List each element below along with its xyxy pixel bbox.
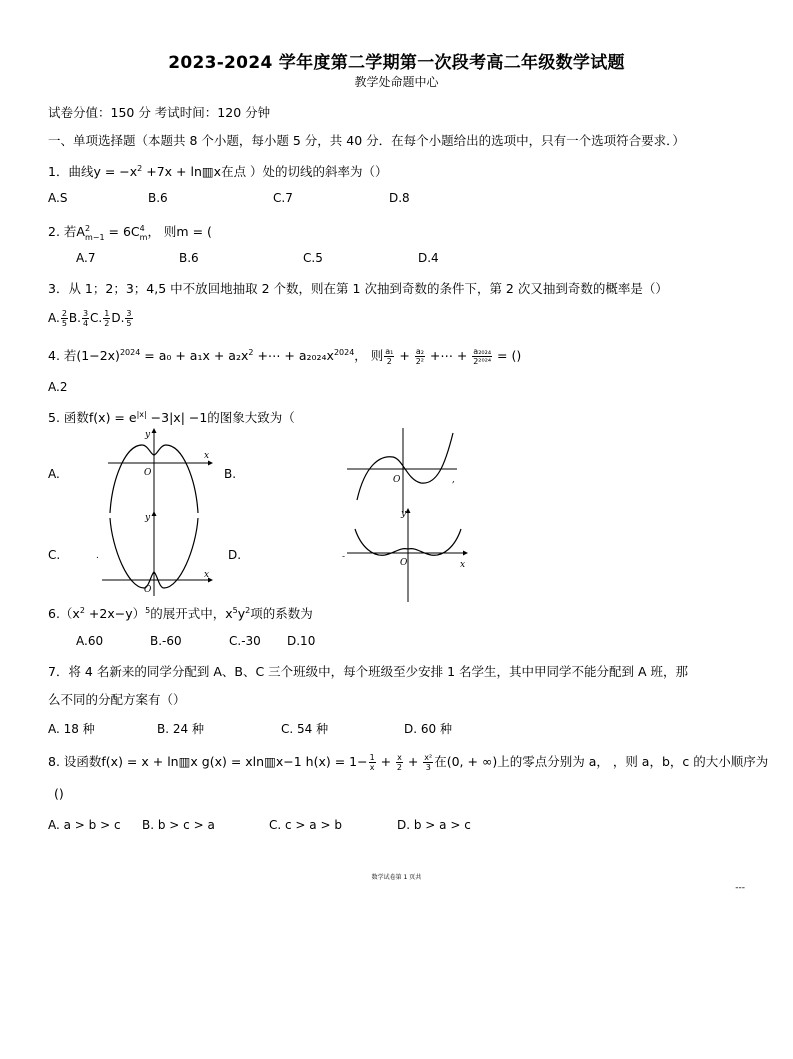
question-6: $6.(x^2 +2x-y)^5$的展开式中，$x^5y^2$项的系数为 (48, 605, 313, 621)
graph-c-y-label: y (145, 513, 151, 523)
q7-option-b[interactable]: B. 24 种 (157, 722, 204, 736)
q3-option-a[interactable]: A. $\frac{2}{5}$ (48, 309, 67, 328)
question-8-line-2: () (54, 786, 64, 801)
q7-option-d[interactable]: D. 60 种 (404, 722, 452, 736)
q6-option-b[interactable]: B.-60 (150, 634, 182, 648)
question-1 (48, 162, 388, 180)
graph-c-origin: O (144, 585, 152, 595)
q6-option-d[interactable]: D.10 (287, 634, 316, 648)
question-7-line-1: 7．将 4 名新来的同学分配到 A、B、C 三个班级中，每个班级至少安排 1 名学生，其中甲同学不能分配到 A 班，那 (48, 664, 689, 679)
graph-c-x-label: x (204, 570, 210, 580)
q8-option-b[interactable]: B. b > c > a (142, 818, 215, 832)
exam-title: 2023-2024 学年度第二学期第一次段考高二年级数学试题 (168, 53, 625, 73)
q5-option-c[interactable]: C. (48, 548, 61, 562)
q2-option-a[interactable]: A.7 (76, 251, 96, 265)
exam-info: 试卷分值：150 分 考试时间：120 分钟 (48, 105, 271, 120)
q8-option-a[interactable]: A. a > b > c (48, 818, 121, 832)
q1-option-a[interactable]: A.S (48, 191, 68, 205)
q1-text-b: +7x + ln▥x在点 ）处的切线的斜率为（） (142, 164, 388, 179)
q1-sup: 2 (137, 163, 143, 173)
q4-option-a[interactable]: A.2 (48, 380, 68, 394)
q2-sub1: m−1 (84, 232, 105, 242)
q2-sup1: 2 (84, 223, 91, 233)
graph-a (100, 425, 215, 515)
q2-suffix: ， 则m = ( (147, 224, 212, 239)
graph-b-origin: O (393, 475, 401, 485)
q8-option-c[interactable]: C. c > a > b (269, 818, 342, 832)
q1-option-d[interactable]: D.8 (389, 191, 410, 205)
q1-option-b[interactable]: B.6 (148, 191, 168, 205)
question-4: 4. 若$(1-2x)^{2024} = a_0 + a_1x + a_2x^2$ +⋯ + $a_{2024}x^{2024}$， 则 $\frac{\text{a₁}}{2}$ + $\frac{\text{a₂}}{\text{2²}}$ +⋯ + $\frac{\text{a₂₀₂₄}}{\text{2²⁰²⁴}}$ = () (48, 347, 522, 366)
footer-mark: --- (735, 883, 745, 893)
q2-mid: = 6C (104, 224, 140, 239)
graph-a-origin: O (144, 468, 152, 478)
graph-d (342, 505, 470, 603)
q5-option-d[interactable]: D. (228, 548, 242, 562)
q3-options (48, 309, 134, 328)
q5-option-b[interactable]: B. (224, 467, 237, 481)
q3-option-d[interactable]: D. $\frac{3}{5}$ (111, 309, 132, 328)
graph-a-x-label: x (204, 451, 210, 461)
q2-sub2: m (139, 232, 148, 242)
graph-d-x-label: x (460, 560, 466, 570)
q2-prefix: 2. 若A (48, 224, 85, 239)
q7-option-c[interactable]: C. 54 种 (281, 722, 329, 736)
graph-d-y-label: y (401, 509, 407, 519)
graph-b (345, 425, 465, 515)
exam-subtitle: 教学处命题中心 (354, 75, 439, 89)
section-header: 一、单项选择题（本题共 8 个小题，每小题 5 分，共 40 分．在每个小题给出的选项中，只有一个选项符合要求．） (48, 133, 685, 148)
graph-c-mark: . (96, 551, 99, 561)
q5-option-a[interactable]: A. (48, 467, 60, 481)
page-footer: 数学试卷第 1 页共 (371, 874, 422, 881)
q2-option-c[interactable]: C.5 (303, 251, 323, 265)
q3-option-c[interactable]: C. $\frac{1}{2}$ (90, 309, 110, 328)
question-2 (48, 222, 212, 242)
graph-d-origin: O (400, 558, 408, 568)
q2-option-b[interactable]: B.6 (179, 251, 199, 265)
graph-d-mark: - (342, 552, 346, 562)
q6-option-c[interactable]: C.-30 (229, 634, 261, 648)
question-5: 5. 函数$f(x) = e^{|x|} -3|x| -1$的图象大致为（ (48, 409, 295, 425)
q3-option-b[interactable]: B. $\frac{3}{4}$ (68, 309, 89, 328)
graph-c (96, 508, 218, 598)
question-8: 8. 设函数f(x) = x + ln▥x g(x) = xln▥x−1 h(x) = 1− $\frac{1}{x}$ + $\frac{x}{2}$ + $\frac{\text{x²}}{3}$ 在(0, + ∞)上的零点分别为 a， ，则 a，b，c 的大小顺序为 (48, 753, 769, 772)
q1-text-a: 1．曲线y = −x (48, 164, 138, 179)
question-3: 3．从 1；2；3；4,5 中不放回地抽取 2 个数，则在第 1 次抽到奇数的条件下，第 2 次又抽到奇数的概率是（） (48, 281, 668, 296)
q1-option-c[interactable]: C.7 (273, 191, 293, 205)
graph-a-y-label: y (145, 430, 151, 440)
q8-option-d[interactable]: D. b > a > c (397, 818, 471, 832)
q2-option-d[interactable]: D.4 (418, 251, 439, 265)
graph-b-mark: , (452, 475, 455, 485)
question-7-line-2: 么不同的分配方案有（） (48, 692, 186, 707)
q7-option-a[interactable]: A. 18 种 (48, 722, 95, 736)
q2-sup2: 4 (139, 223, 145, 233)
q6-option-a[interactable]: A.60 (76, 634, 104, 648)
